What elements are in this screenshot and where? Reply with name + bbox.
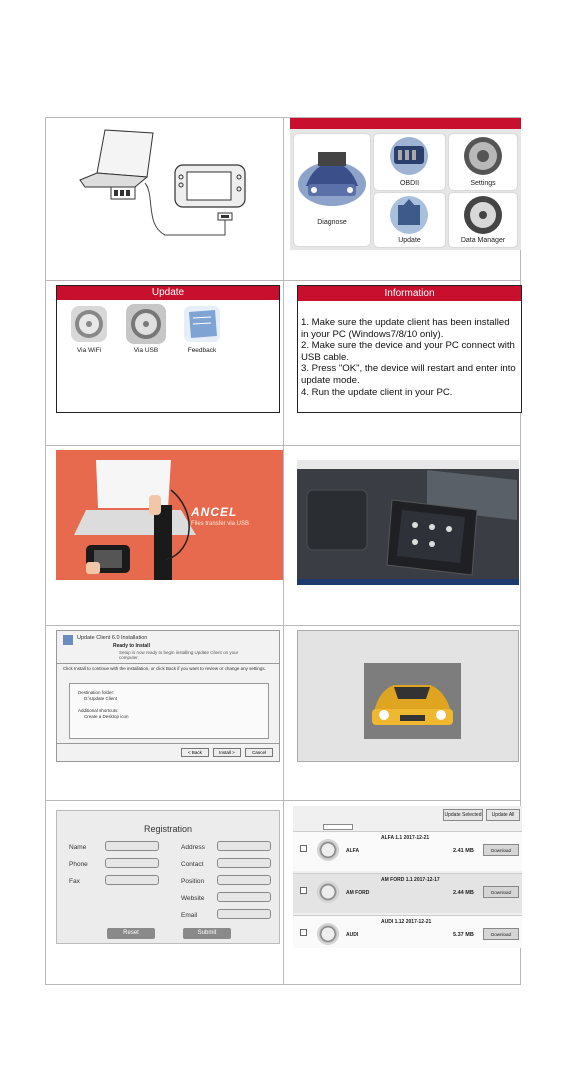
am-ford-logo-icon bbox=[317, 881, 339, 903]
row-name: AUDI bbox=[346, 932, 359, 938]
obd-connector-icon bbox=[374, 134, 445, 178]
disc-icon bbox=[449, 193, 517, 235]
fax-field[interactable] bbox=[105, 875, 159, 885]
grid-divider-row2 bbox=[45, 445, 521, 446]
update-title: Update bbox=[57, 286, 279, 300]
info-line-2: 2. Make sure the device and your PC connect with USB cable. bbox=[301, 340, 515, 363]
usb-transfer-banner bbox=[56, 450, 283, 580]
address-label: Address bbox=[181, 844, 205, 851]
update-label: Update bbox=[398, 237, 421, 244]
row-checkbox[interactable] bbox=[300, 929, 307, 936]
update-icon bbox=[374, 193, 445, 235]
row-checkbox[interactable] bbox=[300, 845, 307, 852]
update-all-button[interactable]: Update All bbox=[486, 809, 520, 821]
sports-car-icon bbox=[364, 663, 461, 739]
destination-value: D:\Update Client bbox=[84, 696, 118, 701]
update-tile[interactable] bbox=[374, 193, 445, 247]
row-title: AUDI 1.12 2017-12-21 bbox=[381, 919, 432, 925]
email-label: Email bbox=[181, 912, 198, 919]
update-selected-button[interactable]: Update Selected bbox=[443, 809, 483, 821]
information-body bbox=[298, 301, 521, 398]
installer-divider bbox=[57, 663, 280, 664]
row-size: 2.41 MB bbox=[453, 848, 474, 854]
fax-label: Fax bbox=[69, 878, 80, 885]
info-line-1: 1. Make sure the update client has been installed in your PC (Windows7/8/10 only). bbox=[301, 317, 510, 340]
name-field[interactable] bbox=[105, 841, 159, 851]
data-manager-label: Data Manager bbox=[460, 237, 506, 244]
installer-subheading: Setup is now ready to begin installing Update Client on your computer. bbox=[119, 650, 239, 660]
row-size: 5.37 MB bbox=[453, 932, 474, 938]
installer-body: Click Install to continue with the installation, or click Back if you want to review or change any settings. bbox=[63, 666, 266, 671]
via-usb-button[interactable] bbox=[123, 304, 169, 354]
grid-divider-row3 bbox=[45, 625, 521, 626]
info-line-4: 4. Run the update client in your PC. bbox=[301, 386, 453, 398]
install-button[interactable]: Install > bbox=[213, 748, 241, 757]
contact-label: Contact bbox=[181, 861, 204, 868]
filter-select[interactable] bbox=[323, 824, 353, 830]
position-field[interactable] bbox=[217, 875, 271, 885]
laptop-connection-figure bbox=[75, 125, 255, 245]
home-header-bar bbox=[290, 118, 521, 129]
alfa-logo-icon bbox=[317, 839, 339, 861]
info-line-3: 3. Press "OK", the device will restart and enter into update mode. bbox=[301, 363, 516, 386]
download-button[interactable]: Download bbox=[483, 844, 519, 856]
update-screen bbox=[56, 285, 280, 413]
download-row bbox=[293, 915, 522, 948]
reset-button[interactable]: Reset bbox=[107, 928, 155, 939]
data-manager-tile[interactable] bbox=[449, 193, 517, 247]
information-screen bbox=[297, 285, 522, 413]
installer-footer-divider bbox=[57, 743, 280, 744]
splash-image-frame bbox=[364, 663, 461, 739]
installer-app-icon bbox=[63, 635, 73, 645]
via-usb-label: Via USB bbox=[133, 347, 159, 354]
laptop-hands-illustration bbox=[56, 450, 283, 580]
diagnose-label: Diagnose bbox=[317, 219, 347, 226]
email-field[interactable] bbox=[217, 909, 271, 919]
information-title: Information bbox=[298, 286, 521, 301]
settings-tile[interactable] bbox=[449, 134, 517, 190]
grid-divider-row1 bbox=[45, 280, 521, 281]
registration-title: Registration bbox=[143, 824, 193, 834]
contact-field[interactable] bbox=[217, 858, 271, 868]
obdii-label: OBDII bbox=[399, 180, 420, 187]
download-list-screen bbox=[293, 806, 522, 948]
download-button[interactable]: Download bbox=[483, 886, 519, 898]
feedback-button[interactable] bbox=[179, 304, 225, 354]
phone-label: Phone bbox=[69, 861, 88, 868]
cancel-button[interactable]: Cancel bbox=[245, 748, 273, 757]
usb-banner-caption: Files transfer via USB bbox=[191, 521, 250, 527]
home-menu-screen bbox=[290, 118, 521, 250]
feedback-label: Feedback bbox=[187, 347, 217, 354]
diagnose-tile[interactable] bbox=[294, 134, 370, 246]
phone-field[interactable] bbox=[105, 858, 159, 868]
wifi-update-icon bbox=[66, 304, 112, 344]
submit-button[interactable]: Submit bbox=[183, 928, 231, 939]
settings-label: Settings bbox=[470, 180, 496, 187]
via-wifi-label: Via WiFi bbox=[76, 347, 102, 354]
download-button[interactable]: Download bbox=[483, 928, 519, 940]
installer-summary-box bbox=[69, 683, 269, 739]
car-icon bbox=[294, 134, 370, 224]
gear-icon bbox=[449, 134, 517, 178]
obdii-tile[interactable] bbox=[374, 134, 445, 190]
position-label: Position bbox=[181, 878, 205, 885]
registration-form bbox=[56, 810, 280, 944]
usb-update-icon bbox=[123, 304, 169, 344]
row-size: 2.44 MB bbox=[453, 890, 474, 896]
audi-logo-icon bbox=[317, 923, 339, 945]
laptop-device-illustration bbox=[75, 125, 255, 245]
row-checkbox[interactable] bbox=[300, 887, 307, 894]
installer-heading: Ready to Install bbox=[113, 643, 150, 649]
grid-divider-row4 bbox=[45, 800, 521, 801]
download-row bbox=[293, 873, 522, 913]
download-row bbox=[293, 831, 522, 871]
website-label: Website bbox=[181, 895, 205, 902]
destination-label: Destination folder: bbox=[78, 690, 115, 695]
installer-window bbox=[56, 630, 280, 762]
grid-divider-vertical bbox=[283, 117, 284, 985]
row-name: ALFA bbox=[346, 848, 360, 854]
row-title: AM FORD 1.1 2017-12-17 bbox=[381, 877, 440, 883]
back-button[interactable]: < Back bbox=[181, 748, 209, 757]
shortcuts-value: Create a Desktop icon bbox=[84, 714, 129, 719]
update-client-splash bbox=[297, 630, 519, 762]
ancel-brand: ANCEL bbox=[191, 505, 238, 519]
address-field[interactable] bbox=[217, 841, 271, 851]
installer-window-title: Update Client 6.0 Installation bbox=[77, 635, 148, 641]
desktop-device-illustration bbox=[297, 460, 519, 585]
feedback-icon bbox=[179, 304, 225, 344]
via-wifi-button[interactable] bbox=[66, 304, 112, 354]
shortcuts-label: Additional shortcuts: bbox=[78, 708, 119, 713]
update-client-desktop bbox=[297, 460, 519, 585]
row-name: AM FORD bbox=[346, 890, 370, 896]
name-label: Name bbox=[69, 844, 87, 851]
row-title: ALFA 1.1 2017-12-21 bbox=[381, 835, 430, 841]
website-field[interactable] bbox=[217, 892, 271, 902]
